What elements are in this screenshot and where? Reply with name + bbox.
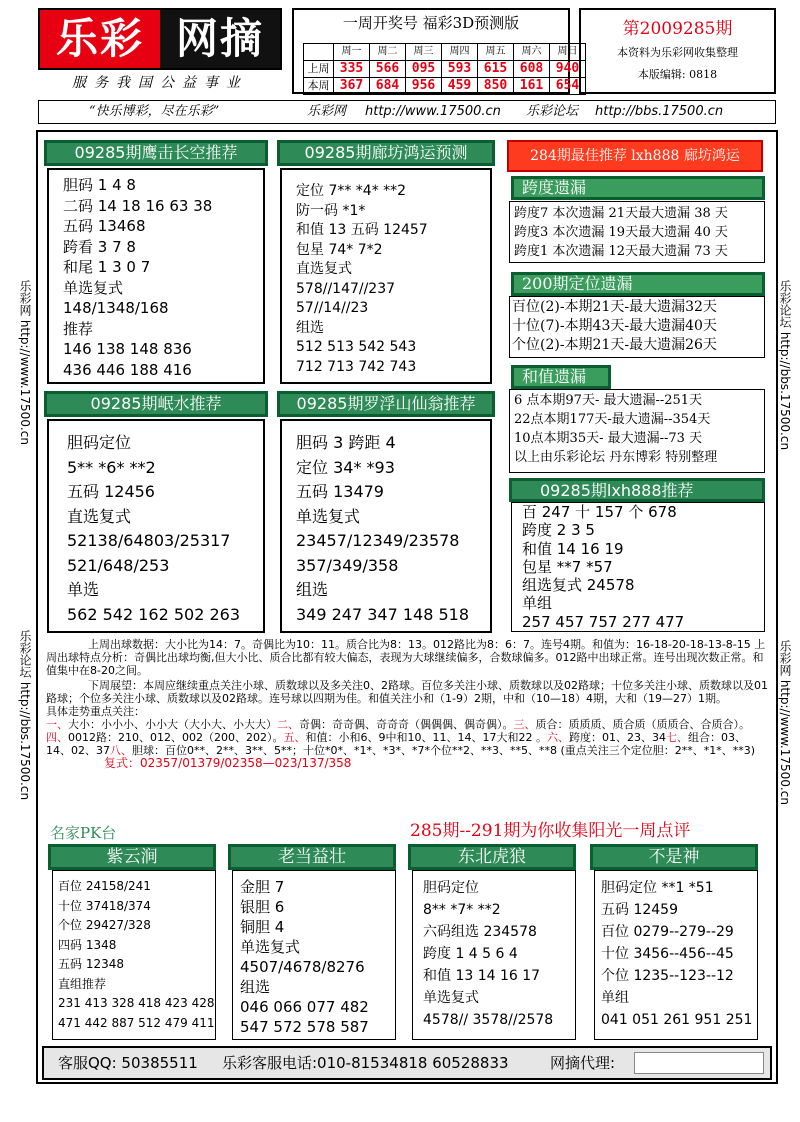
pk-label: 名家PK台: [50, 824, 117, 842]
p2-line: 包星 74* 7*2: [296, 241, 383, 258]
expert-title-ziyunjian: 紫云涧: [48, 844, 216, 870]
p4-line: 胆码 3 跨距 4: [296, 433, 396, 452]
p1-line: 146 138 148 836: [63, 340, 192, 358]
p3-line: 直选复式: [67, 506, 132, 526]
draw-number: 940: [550, 61, 586, 78]
panel-title-minshui: 09285期岷水推荐: [44, 391, 268, 417]
gap-sum-box: [509, 389, 765, 473]
kd-line: 跨度7 本次遗漏 21天最大遗漏 38 天: [514, 206, 728, 221]
footer-agent: 网摘代理:: [550, 1054, 616, 1072]
e1-line: 十位 37418/374: [58, 898, 151, 913]
e4-line: 单组: [601, 990, 629, 1006]
editor-note: 本版编辑: 0818: [637, 68, 718, 81]
day-label: 周二: [370, 44, 406, 61]
p4-line: 组选: [296, 580, 329, 599]
e1-line: 个位 29427/328: [58, 918, 151, 932]
forum-label: 乐彩论坛: [526, 104, 579, 119]
p4-line: 定位 34* *93: [296, 457, 395, 477]
source-note: 本资料为乐彩网收集整理: [617, 46, 738, 59]
p3-line: 5** *6* **2: [67, 457, 156, 477]
p2-line: 直选复式: [296, 261, 352, 277]
panel-langfang: [280, 168, 492, 384]
hz-line: 6 点本期97天- 最大遗漏--251天: [514, 393, 703, 408]
e4-line: 胆码定位 **1 *51: [601, 880, 714, 896]
e2-line: 547 572 578 587: [240, 1018, 369, 1036]
gap-sum-title: 和值遗漏: [511, 365, 611, 389]
day-label: 周四: [442, 44, 478, 61]
expert-laodang: [232, 870, 396, 1040]
draw-number: 095: [406, 61, 442, 78]
lxh-line: 单组: [522, 594, 553, 613]
draw-number: 459: [442, 78, 478, 95]
p3-line: 562 542 162 502 263: [67, 604, 241, 624]
e2-line: 4507/4678/8276: [240, 958, 365, 976]
p2-line: 512 513 542 543: [296, 339, 417, 355]
p4-line: 五码 13479: [296, 482, 384, 501]
dw-line: 个位(2)-本期21天-最大遗漏26天: [512, 337, 717, 353]
lxh-line: 组选复式 24578: [522, 576, 635, 595]
p1-line: 二码 14 18 16 63 38: [63, 196, 213, 215]
gap-span-box: [509, 201, 765, 263]
lxh-line: 包星 **7 *57: [522, 557, 613, 576]
e2-line: 铜胆 4: [240, 918, 285, 936]
p1-line: 跨看 3 7 8: [63, 237, 136, 256]
analysis-fushi: 复式：02357/01379/02358—023/137/358: [104, 756, 352, 770]
logo-black: 网摘: [160, 10, 280, 68]
e3-line: 8** *7* **2: [423, 902, 501, 918]
hz-line: 以上由乐彩论坛 丹东博彩 特别整理: [514, 450, 718, 465]
p4-line: 23457/12349/23578: [296, 531, 460, 550]
lxh-line: 百 247 十 157 个 678: [522, 503, 677, 521]
analysis-focus-heading: 具体走势重点关注：: [46, 705, 145, 718]
footer: [42, 1046, 772, 1080]
panel-minshui: [47, 419, 265, 633]
p2-line: 防一码 *1*: [296, 202, 366, 219]
day-label: 周三: [406, 44, 442, 61]
e3-line: 胆码定位: [423, 880, 479, 896]
p4-line: 357/349/358: [296, 555, 399, 575]
lxh-line: 257 457 757 277 477: [522, 612, 685, 631]
panel-title-langfang: 09285期廊坊鸿运预测: [277, 140, 495, 166]
footer-phone: 乐彩客服电话:010-81534818 60528833: [222, 1054, 509, 1072]
panel-luofu: [280, 419, 492, 633]
expert-bushishen: [594, 870, 758, 1040]
expert-title-bushishen: 不是神: [590, 844, 758, 870]
e2-line: 046 066 077 482: [240, 998, 369, 1016]
draw-number: 654: [550, 78, 586, 95]
issue-number: 第2009285期: [622, 19, 733, 39]
hz-line: 22点本期177天-最大遗漏--354天: [514, 412, 711, 427]
kd-line: 跨度3 本次遗漏 19天最大遗漏 40 天: [514, 225, 728, 240]
day-label: 周日: [550, 44, 586, 61]
p3-line: 单选: [67, 580, 100, 599]
lxh-title: 09285期lxh888推荐: [509, 478, 765, 502]
p1-line: 148/1348/168: [63, 299, 169, 317]
e3-line: 六码组选 234578: [423, 924, 537, 940]
draw-number: 608: [514, 61, 550, 78]
side-text-right-top: 乐彩论坛 http://bbs.17500.cn: [778, 280, 792, 451]
draw-number: 593: [442, 61, 478, 78]
p3-line: 五码 12456: [67, 482, 155, 501]
footer-qq: 客服QQ: 50385511: [58, 1054, 198, 1072]
gap-position-box: [509, 296, 765, 358]
draw-number: 956: [406, 78, 442, 95]
e2-line: 单选复式: [240, 938, 301, 956]
agent-field: [634, 1052, 764, 1074]
draw-number: 335: [334, 61, 370, 78]
lxh-line: 跨度 2 3 5: [522, 521, 595, 540]
dw-line: 百位(2)-本期21天-最大遗漏32天: [512, 299, 717, 315]
e4-line: 十位 3456--456--45: [601, 946, 734, 962]
e2-line: 金胆 7: [240, 878, 285, 896]
e1-line: 471 442 887 512 479 411: [58, 1015, 215, 1030]
p4-line: 单选复式: [296, 506, 361, 526]
e1-line: 231 413 328 418 423 428: [58, 996, 215, 1010]
draw-number: 850: [478, 78, 514, 95]
analysis-focus: 一、大小：小小小、小小大（大小大、小大大）二、奇偶：奇奇偶、奇奇奇（偶偶偶、偶奇偶）。三、质合：质质质、质合质（质质合、合质合）。四、0012路：210、012、002（200、202）。五、和值：小和6、9中和10、11、14、17大和22 。六、跨度：01、23、34七、组合：03、14、02、37八、胆球：百位0**、2**、3**、5**；十位*0*、*1*、*3*、*7*个位**2、**3、**5、**8 (重点关注三个定位胆：2**、*1*、**3): [46, 718, 756, 757]
p1-line: 推荐: [63, 319, 94, 338]
day-label: 周六: [514, 44, 550, 61]
p2-line: 组选: [296, 319, 324, 336]
draw-number: 566: [370, 61, 406, 78]
best-pick-banner: 284期最佳推荐 lxh888 廊坊鸿运: [507, 140, 763, 172]
p2-line: 578//147//237: [296, 280, 396, 297]
gap-position-title: 200期定位遗漏: [511, 272, 765, 296]
p1-line: 436 446 188 416: [63, 360, 192, 379]
e1-line: 百位 24158/241: [58, 879, 151, 893]
banner: [38, 100, 776, 124]
hz-line: 10点本期35天- 最大遗漏--73 天: [514, 431, 703, 446]
e4-line: 五码 12459: [601, 902, 678, 918]
expert-dongbei: [412, 870, 576, 1040]
expert-ziyunjian: [52, 870, 216, 1040]
e2-line: 银胆 6: [240, 898, 285, 916]
forum-link[interactable]: http://bbs.17500.cn: [595, 104, 724, 119]
pk-headline: 285期--291期为你收集阳光一周点评: [410, 821, 691, 841]
lottery-title: 一周开奖号 福彩3D预测版: [342, 14, 520, 32]
panel-yingji: [47, 168, 265, 384]
banner-quote: “快乐博彩，尽在乐彩”: [89, 104, 220, 119]
analysis-outlook: 下周展望：本周应继续重点关注小球、质数球以及多关注0、2路球。百位多关注小球、质数球以及02路球；十位多关注小球、质数球以及01路球；个位多关注小球、质数球以及02路球。连号球以四期为佳。和值关注小和（1-9）2期，中和（10—18）4期，大和（19—27）1期。: [46, 679, 768, 705]
e3-line: 单选复式: [423, 990, 479, 1006]
e3-line: 4578// 3578//2578: [423, 1012, 554, 1028]
logo-red: 乐彩: [40, 10, 160, 68]
draw-number: 684: [370, 78, 406, 95]
draw-number: 367: [334, 78, 370, 95]
p3-line: 52138/64803/25317: [67, 531, 231, 550]
row-label: 本周: [304, 78, 334, 95]
expert-title-laodang: 老当益壮: [228, 844, 396, 870]
p1-line: 和尾 1 3 0 7: [63, 258, 151, 276]
lxh-box: [511, 502, 765, 632]
analysis-text: [46, 638, 768, 770]
day-label: 周五: [478, 44, 514, 61]
lxh-line: 和值 14 16 19: [522, 539, 624, 558]
expert-title-dongbei: 东北虎狼: [408, 844, 576, 870]
e4-line: 百位 0279--279--29: [601, 924, 734, 940]
side-text-right-bottom: 乐彩网 http://www.17500.cn: [778, 640, 792, 805]
draw-table: [303, 43, 586, 95]
row-label: 上周: [304, 61, 334, 78]
draw-number: 161: [514, 78, 550, 95]
p2-line: 定位 7** *4* **2: [296, 183, 407, 199]
draw-number: 615: [478, 61, 514, 78]
day-label: 周一: [334, 44, 370, 61]
slogan: 服务我国公益事业: [72, 75, 248, 91]
site-link[interactable]: http://www.17500.cn: [365, 104, 501, 119]
e1-line: 四码 1348: [58, 937, 117, 952]
side-text-left-top: 乐彩网 http://www.17500.cn: [18, 280, 32, 445]
gap-span-title: 跨度遗漏: [511, 176, 765, 200]
e3-line: 跨度 1 4 5 6 4: [423, 946, 518, 962]
analysis-last-week: 上周出球数据：大小比为14：7。奇偶比为10：11。质合比为8：13。012路比为8：6：7。连号4期。和值为：16-18-20-18-13-8-15 上周出球特点分析：奇偶比出球均衡,但大小比、质合比都有较大偏态，表现为大球继续偏多，合数球偏多。012路中出球正常。连号出现次数正常。和值集中在8-20之间。: [46, 638, 766, 677]
e2-line: 组选: [240, 978, 271, 996]
p3-line: 521/648/253: [67, 555, 170, 575]
p4-line: 349 247 347 148 518: [296, 604, 470, 624]
panel-title-luofu: 09285期罗浮山仙翁推荐: [277, 391, 495, 417]
side-text-left-bottom: 乐彩论坛 http://bbs.17500.cn: [18, 630, 32, 801]
e3-line: 和值 13 14 16 17: [423, 968, 541, 984]
p3-line: 胆码定位: [67, 433, 132, 452]
p1-line: 胆码 1 4 8: [63, 176, 136, 194]
dw-line: 十位(7)-本期43天-最大遗漏40天: [512, 318, 717, 334]
p2-line: 和值 13 五码 12457: [296, 222, 428, 238]
p2-line: 57//14//23: [296, 300, 369, 316]
e4-line: 041 051 261 951 251: [601, 1012, 753, 1028]
p1-line: 单选复式: [63, 278, 124, 297]
p2-line: 712 713 742 743: [296, 358, 417, 375]
site-label: 乐彩网: [307, 104, 347, 119]
e4-line: 个位 1235--123--12: [601, 968, 734, 984]
kd-line: 跨度1 本次遗漏 12天最大遗漏 73 天: [514, 244, 728, 259]
e1-line: 五码 12348: [58, 957, 124, 971]
p1-line: 五码 13468: [63, 217, 146, 235]
e1-line: 直组推荐: [58, 976, 107, 991]
panel-title-yingji: 09285期鹰击长空推荐: [44, 140, 268, 166]
